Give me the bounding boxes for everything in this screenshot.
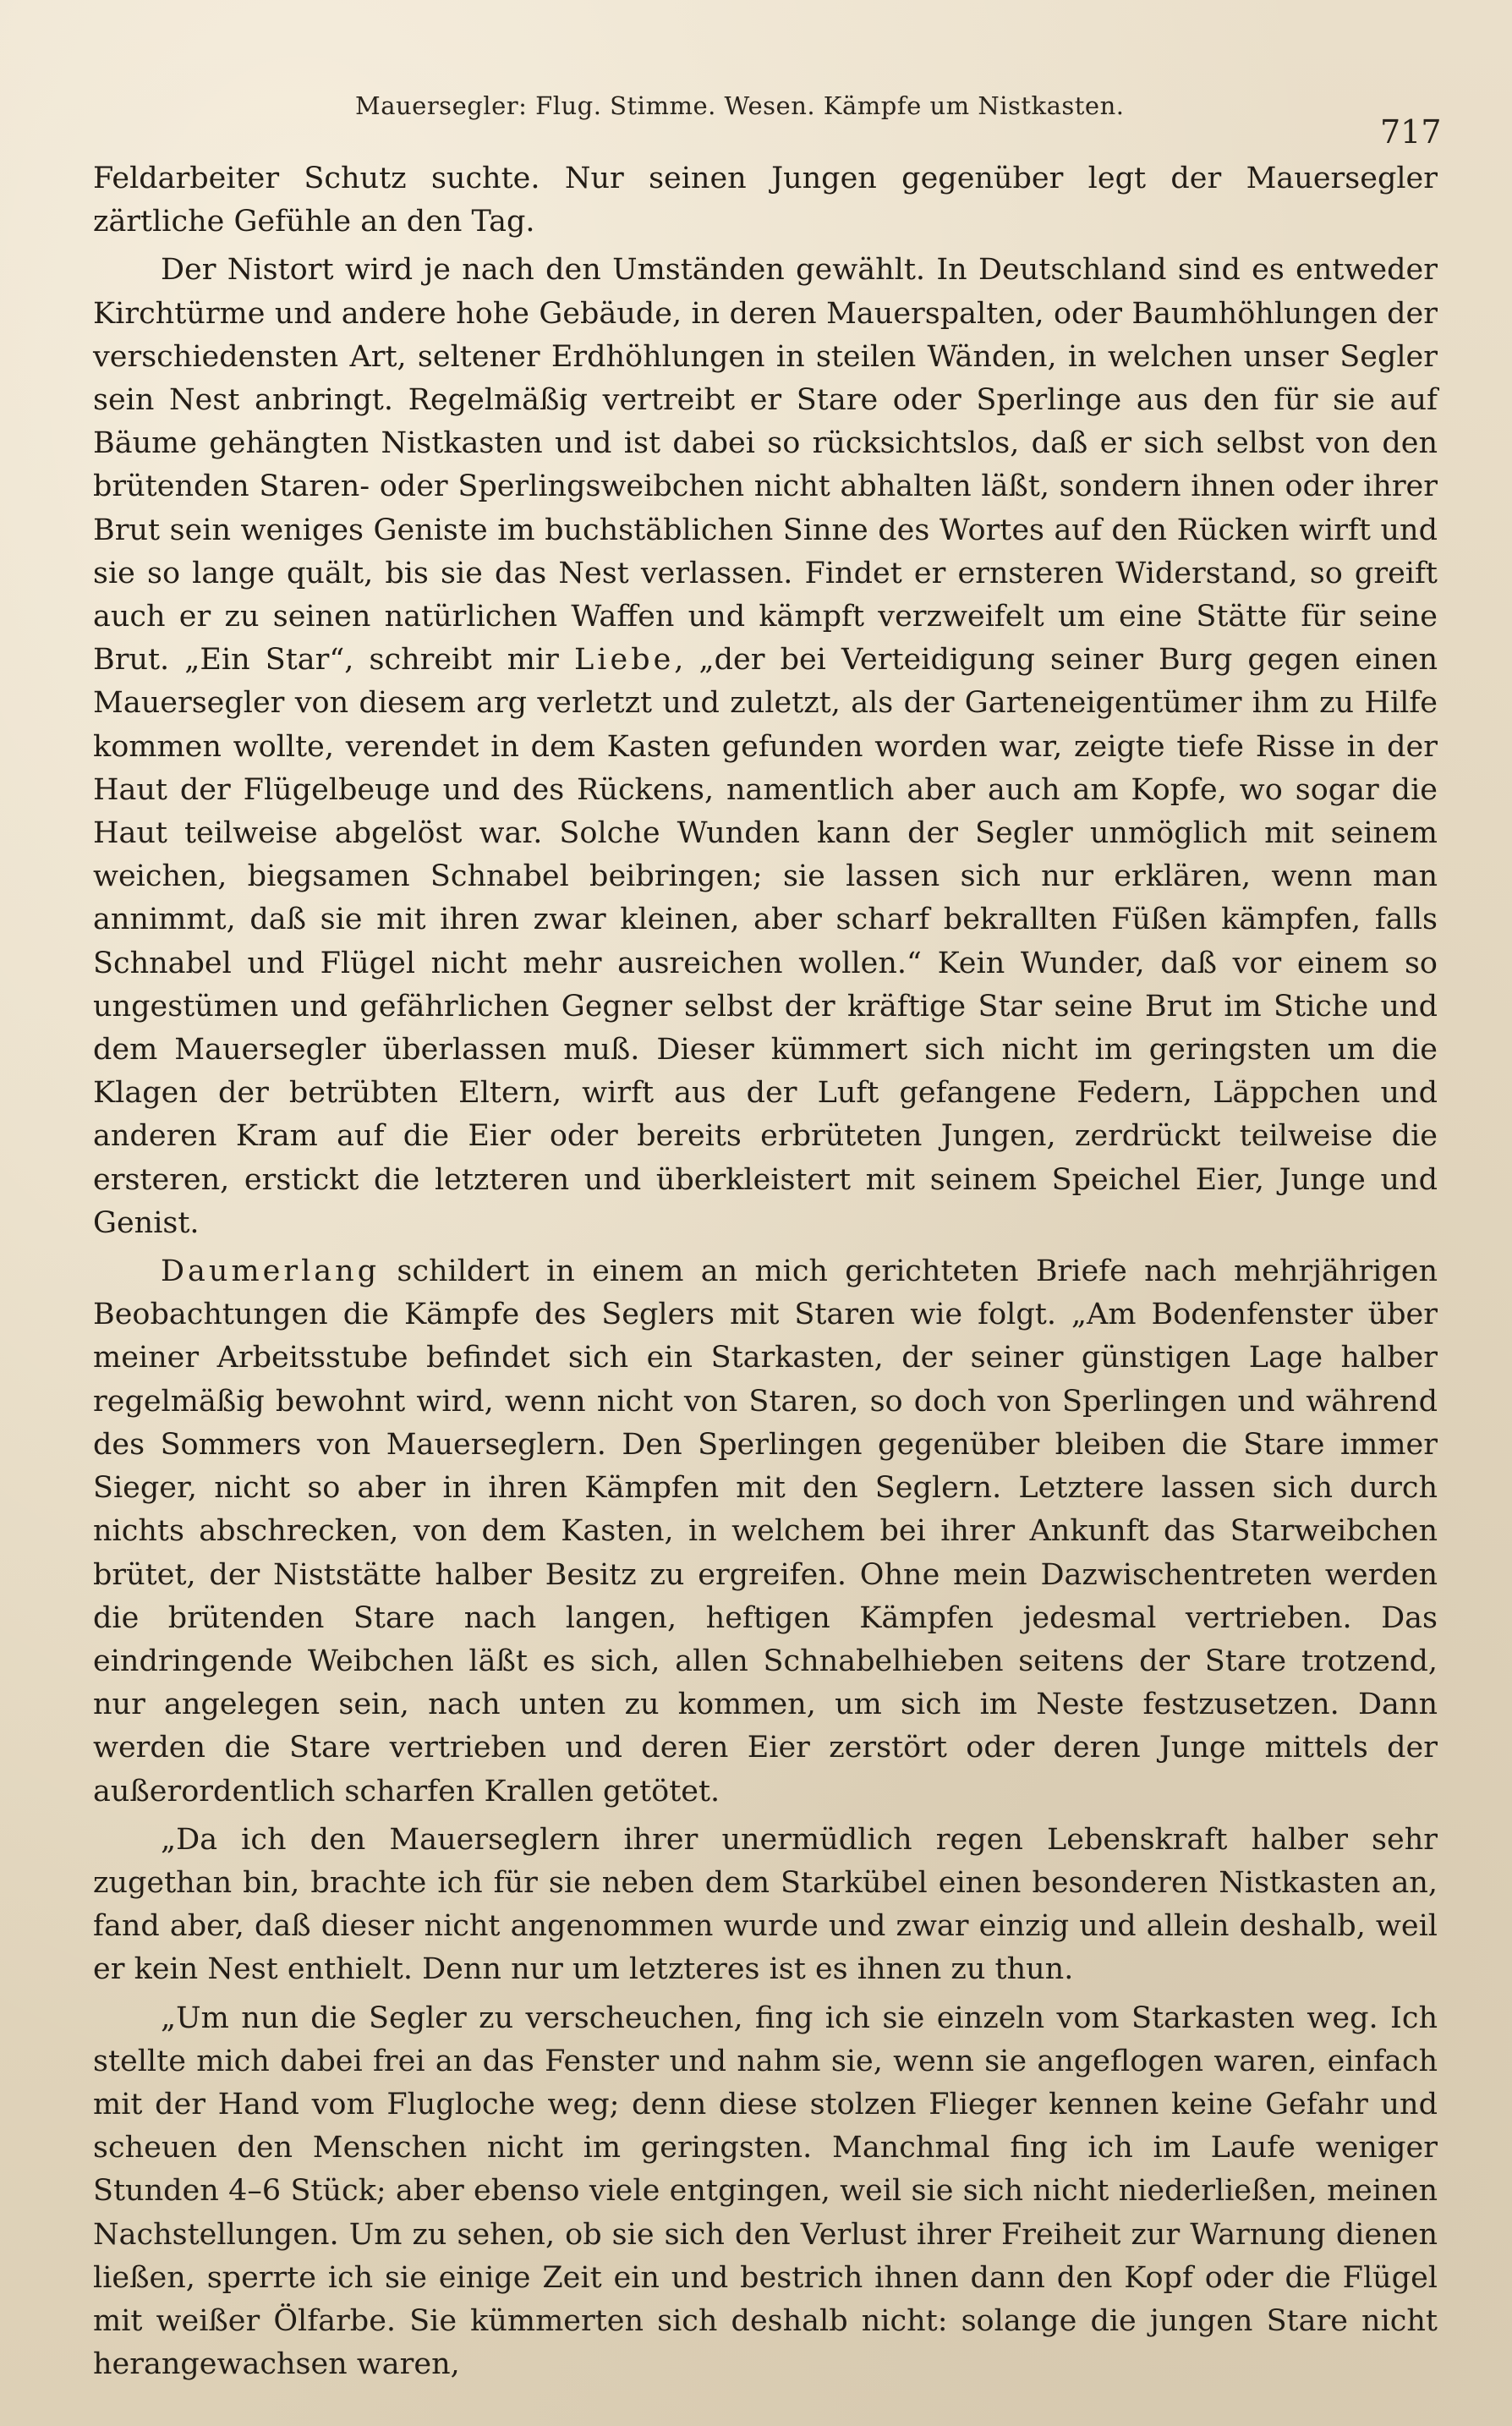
- author-name-liebe: Liebe: [574, 643, 675, 678]
- paragraph-5: „Um nun die Segler zu verscheuchen, fing ich sie einzeln vom Starkasten weg. Ich stellte mich dabei frei an das Fenster und nahm sie, wenn sie angeflogen waren, einfach mit der Hand vom Flugloche weg; denn diese stolzen Flieger kennen keine Gefahr und scheuen den Menschen nicht im geringsten. Manchmal fing ich im Laufe weniger Stunden 4–6 Stück; aber ebenso viele entgingen, weil sie sich nicht niederließen, meinen Nachstellungen. Um zu sehen, ob sie sich den Verlust ihrer Freiheit zur Warnung dienen ließen, sperrte ich sie einige Zeit ein und bestrich ihnen dann den Kopf oder die Flügel mit weißer Ölfarbe. Sie kümmerten sich deshalb nicht: solange die jungen Stare nicht herangewachsen waren,: [93, 2001, 1438, 2382]
- paragraph-3: [93, 1250, 1438, 1814]
- paragraph-4: „Da ich den Mauerseglern ihrer unermüdlich regen Lebenskraft halber sehr zugethan bin, brachte ich für sie neben dem Starkübel einen besonderen Nistkasten an, fand aber, daß dieser nicht angenommen wurde und zwar einzig und allein deshalb, weil er kein Nest enthielt. Denn nur um letzteres ist es ihnen zu thun.: [93, 1822, 1438, 1987]
- paragraph-1: Feldarbeiter Schutz suchte. Nur seinen Jungen gegenüber legt der Mauersegler zärtliche Gefühle an den Tag.: [93, 162, 1438, 239]
- paragraph-2: [93, 249, 1438, 1245]
- author-name-daumerlang: Daumerlang: [161, 1254, 381, 1289]
- paragraph-3-text: schildert in einem an mich gerichteten Briefe nach mehrjährigen Beobachtungen die Kämpfe des Seglers mit Staren wie folgt. „Am Bodenfenster über meiner Arbeitsstube befindet sich ein Starkasten, der seiner günstigen Lage halber regelmäßig bewohnt wird, wenn nicht von Staren, so doch von Sperlingen und während des Sommers von Mauerseglern. Den Sperlingen gegenüber bleiben die Stare immer Sieger, nicht so aber in ihren Kämpfen mit den Seglern. Letztere lassen sich durch nichts abschrecken, von dem Kasten, in welchem bei ihrer Ankunft das Starweibchen brütet, der Niststätte halber Besitz zu ergreifen. Ohne mein Dazwischentreten werden die brütenden Stare nach langen, heftigen Kämpfen jedesmal vertrieben. Das eindringende Weibchen läßt es sich, allen Schnabelhieben seitens der Stare trotzend, nur angelegen sein, nach unten zu kommen, um sich im Neste festzusetzen. Dann werden die Stare vertrieben und deren Eier zerstört oder deren Junge mittels der außerordentlich scharfen Krallen getötet.: [93, 1254, 1438, 1809]
- paragraph-2-text-after: , „der bei Verteidigung seiner Burg gegen einen Mauersegler von diesem arg verletzt und zuletzt, als der Garteneigentümer ihm zu Hilfe kommen wollte, verendet in dem Kasten gefunden worden war, zeigte tiefe Risse in der Haut der Flügelbeuge und des Rückens, namentlich aber auch am Kopfe, wo sogar die Haut teilweise abgelöst war. Solche Wunden kann der Segler unmöglich mit seinem weichen, biegsamen Schnabel beibringen; sie lassen sich nur erklären, wenn man annimmt, daß sie mit ihren zwar kleinen, aber scharf bekrallten Füßen kämpfen, falls Schnabel und Flügel nicht mehr ausreichen wollen.“ Kein Wunder, daß vor einem so ungestümen und gefährlichen Gegner selbst der kräftige Star seine Brut im Stiche und dem Mauersegler überlassen muß. Dieser kümmert sich nicht im geringsten um die Klagen der betrübten Eltern, wirft aus der Luft gefangene Federn, Läppchen und anderen Kram auf die Eier oder bereits erbrüteten Jungen, zerdrückt teilweise die ersteren, erstickt die letzteren und überkleistert mit seinem Speichel Eier, Junge und Genist.: [93, 643, 1438, 1240]
- body-text: [93, 157, 1438, 2391]
- running-head: Mauersegler: Flug. Stimme. Wesen. Kämpfe um Nistkasten.: [355, 91, 1125, 120]
- page-number: 717: [1380, 113, 1442, 151]
- paragraph-2-text: Der Nistort wird je nach den Umständen gewählt. In Deutschland sind es entweder Kirchtürme und andere hohe Gebäude, in deren Mauerspalten, oder Baumhöhlungen der verschiedensten Art, seltener Erdhöhlungen in steilen Wänden, in welchen unser Segler sein Nest anbringt. Regelmäßig vertreibt er Stare oder Sperlinge aus den für sie auf Bäume gehängten Nistkasten und ist dabei so rücksichtslos, daß er sich selbst von den brütenden Staren- oder Sperlingsweibchen nicht abhalten läßt, sondern ihnen oder ihrer Brut sein weniges Geniste im buchstäblichen Sinne des Wortes auf den Rücken wirft und sie so lange quält, bis sie das Nest verlassen. Findet er ernsteren Widerstand, so greift auch er zu seinen natürlichen Waffen und kämpft verzweifelt um eine Stätte für seine Brut. „Ein Star“, schreibt mir: [93, 253, 1438, 678]
